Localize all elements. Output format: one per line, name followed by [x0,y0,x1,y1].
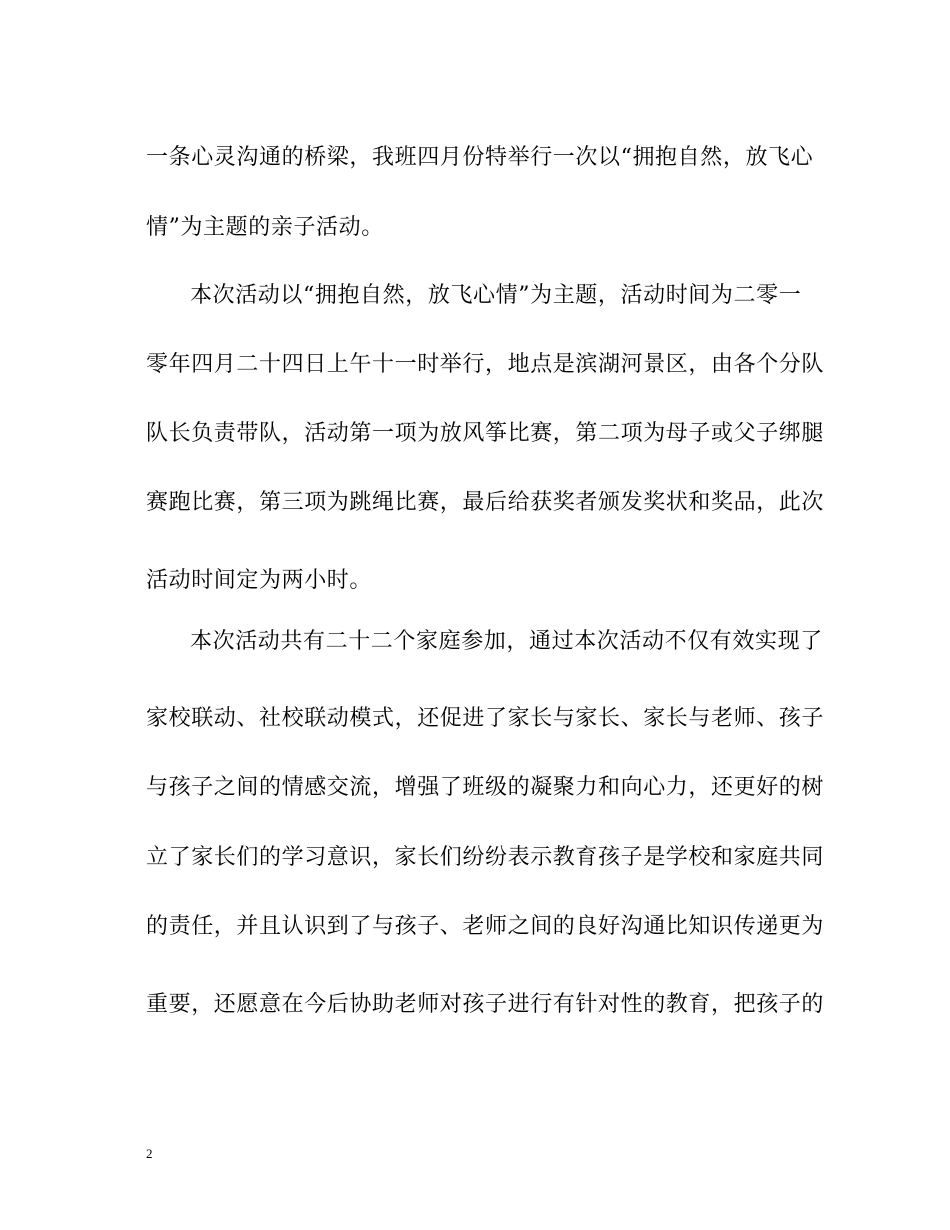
body-text-line: 零年四月二十四日上午十一时举行，地点是滨湖河景区，由各个分队 [146,352,825,377]
body-text-line: 立了家长们的学习意识，家长们纷纷表示教育孩子是学校和家庭共同 [146,845,825,870]
body-text-line: 家校联动、社校联动模式，还促进了家长与家长、家长与老师、孩子 [146,706,825,731]
paragraph-first-line: 本次活动共有二十二个家庭参加，通过本次活动不仅有效实现了 [190,629,823,654]
body-text-line: 重要，还愿意在今后协助老师对孩子进行有针对性的教育，把孩子的 [146,992,825,1017]
body-text-line: 一条心灵沟通的桥梁，我班四月份特举行一次以“拥抱自然，放飞心 [146,145,814,170]
body-text-line: 赛跑比赛，第三项为跳绳比赛，最后给获奖者颁发奖状和奖品，此次 [146,490,825,515]
page-number: 2 [146,1146,153,1161]
paragraph-first-line: 本次活动以“拥抱自然，放飞心情”为主题，活动时间为二零一 [190,283,802,308]
body-text-line: 的责任，并且认识到了与孩子、老师之间的良好沟通比知识传递更为 [146,914,825,939]
body-text-line: 活动时间定为两小时。 [146,568,373,593]
body-text-line: 与孩子之间的情感交流，增强了班级的凝聚力和向心力，还更好的树 [146,775,825,800]
body-text-line: 队长负责带队，活动第一项为放风筝比赛，第二项为母子或父子绑腿 [146,421,825,446]
body-text-line: 情”为主题的亲子活动。 [146,215,384,240]
